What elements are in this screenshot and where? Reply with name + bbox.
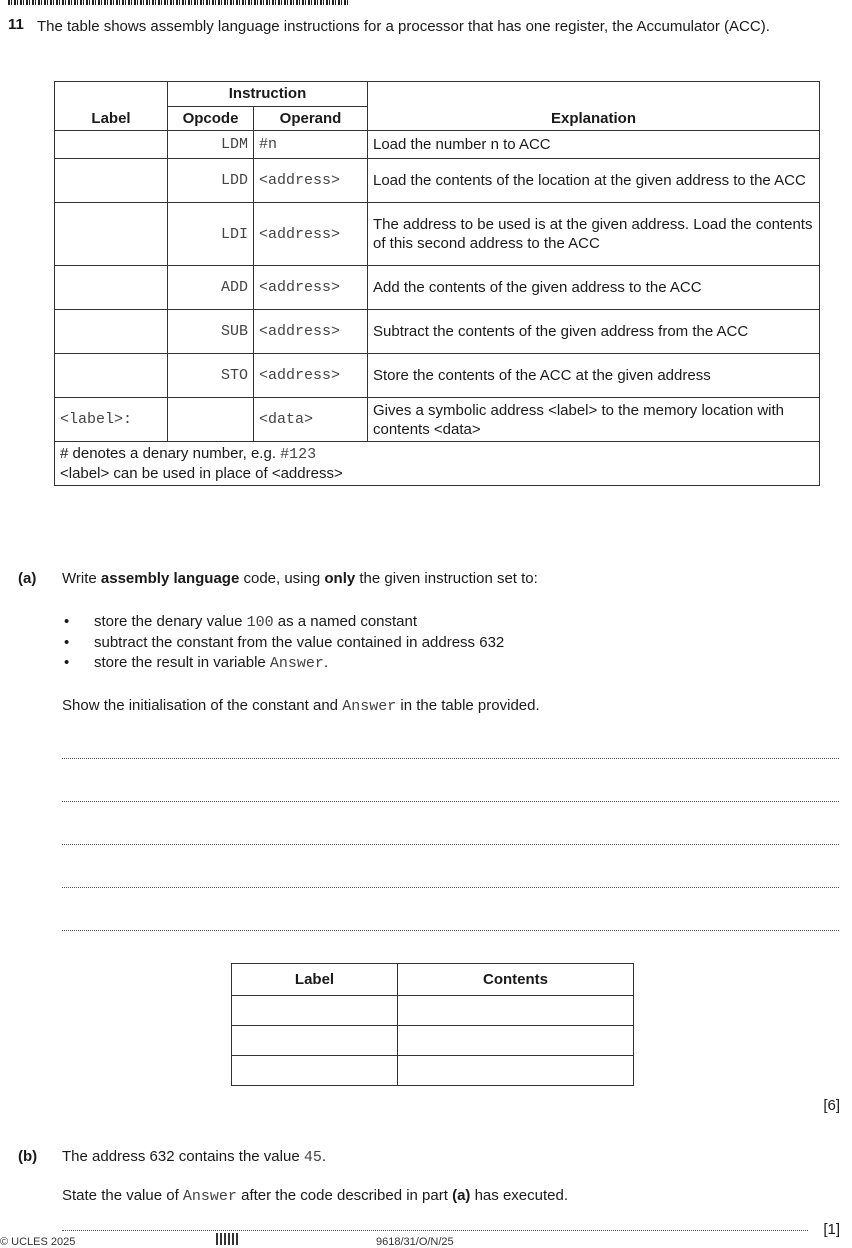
table-row [232, 996, 634, 1026]
header-instruction: Instruction [168, 82, 368, 107]
footer-code: 9618/31/O/N/25 [376, 1236, 454, 1248]
row-label: <label>: [55, 398, 168, 442]
part-a-label: (a) [18, 570, 37, 587]
table-note-row [55, 442, 820, 486]
table-row [232, 1056, 634, 1086]
qr-code [216, 1233, 238, 1245]
bullet-item: • store the result in variable Answer. [64, 653, 504, 674]
answer-line[interactable] [62, 929, 839, 931]
row-explanation: Add the contents of the given address to the ACC [368, 266, 820, 310]
table-row [232, 1026, 634, 1056]
row-opcode: STO [168, 354, 254, 398]
part-b [18, 1148, 327, 1166]
header-opcode: Opcode [168, 106, 254, 131]
part-b-question: State the value of Answer after the code described in part (a) has executed. [62, 1187, 568, 1205]
bullet-item: • subtract the constant from the value contained in address 632 [64, 633, 504, 653]
answer-line[interactable] [62, 800, 839, 802]
question-number: 11 [8, 16, 24, 33]
table-row [55, 310, 820, 354]
contents-table [231, 963, 634, 1086]
table-row [55, 203, 820, 266]
row-operand: <data> [254, 398, 368, 442]
contents-header-contents: Contents [398, 964, 634, 996]
answer-line[interactable] [62, 843, 839, 845]
row-label [55, 310, 168, 354]
label-cell[interactable] [232, 996, 398, 1026]
label-cell[interactable] [232, 1056, 398, 1086]
table-row [55, 398, 820, 442]
answer-line[interactable] [62, 757, 839, 759]
row-opcode: ADD [168, 266, 254, 310]
question-intro: The table shows assembly language instructions for a processor that has one register, the Accumulator (ACC). [37, 18, 770, 35]
label-cell[interactable] [232, 1026, 398, 1056]
row-explanation: Gives a symbolic address <label> to the memory location with contents <data> [368, 398, 820, 442]
contents-cell[interactable] [398, 996, 634, 1026]
row-operand: <address> [254, 354, 368, 398]
marks-a: [6] [823, 1097, 840, 1114]
bullet-item: • store the denary value 100 as a named constant [64, 612, 504, 633]
row-label [55, 159, 168, 203]
note-label: <label> can be used in place of <address> [60, 465, 343, 482]
row-explanation: The address to be used is at the given address. Load the contents of this second address to the ACC [368, 203, 820, 266]
part-b-text: The address 632 contains the value 45. [62, 1148, 327, 1166]
part-b-label: (b) [18, 1148, 38, 1165]
row-operand: <address> [254, 266, 368, 310]
row-operand: <address> [254, 203, 368, 266]
bullet-list [64, 612, 504, 674]
footer-copyright: © UCLES 2025 [0, 1236, 76, 1248]
note-hash-example: #123 [280, 446, 317, 463]
table-row [55, 266, 820, 310]
instruction-table [54, 81, 820, 486]
row-explanation: Load the number n to ACC [368, 131, 820, 159]
row-label [55, 266, 168, 310]
note-hash: # denotes a denary number, e.g. [60, 445, 281, 462]
contents-header-label: Label [232, 964, 398, 996]
row-explanation: Subtract the contents of the given address from the ACC [368, 310, 820, 354]
row-operand: <address> [254, 159, 368, 203]
table-row [55, 131, 820, 159]
row-opcode: LDM [168, 131, 254, 159]
row-explanation: Store the contents of the ACC at the given address [368, 354, 820, 398]
answer-line-b[interactable] [62, 1230, 808, 1231]
row-operand: #n [254, 131, 368, 159]
marks-b: [1] [823, 1221, 840, 1238]
header-label: Label [55, 82, 168, 131]
header-operand: Operand [254, 106, 368, 131]
row-operand: <address> [254, 310, 368, 354]
row-opcode: LDD [168, 159, 254, 203]
answer-line[interactable] [62, 886, 839, 888]
contents-cell[interactable] [398, 1026, 634, 1056]
part-a-text: Write assembly language code, using only the given instruction set to: [62, 570, 538, 587]
row-explanation: Load the contents of the location at the given address to the ACC [368, 159, 820, 203]
row-label [55, 131, 168, 159]
row-opcode: SUB [168, 310, 254, 354]
table-row [55, 354, 820, 398]
table-row [55, 159, 820, 203]
contents-cell[interactable] [398, 1056, 634, 1086]
header-explanation: Explanation [368, 82, 820, 131]
barcode [8, 0, 348, 5]
row-label [55, 203, 168, 266]
row-label [55, 354, 168, 398]
table-note [55, 442, 820, 486]
row-opcode [168, 398, 254, 442]
show-instruction: Show the initialisation of the constant and Answer in the table provided. [62, 697, 540, 715]
row-opcode: LDI [168, 203, 254, 266]
